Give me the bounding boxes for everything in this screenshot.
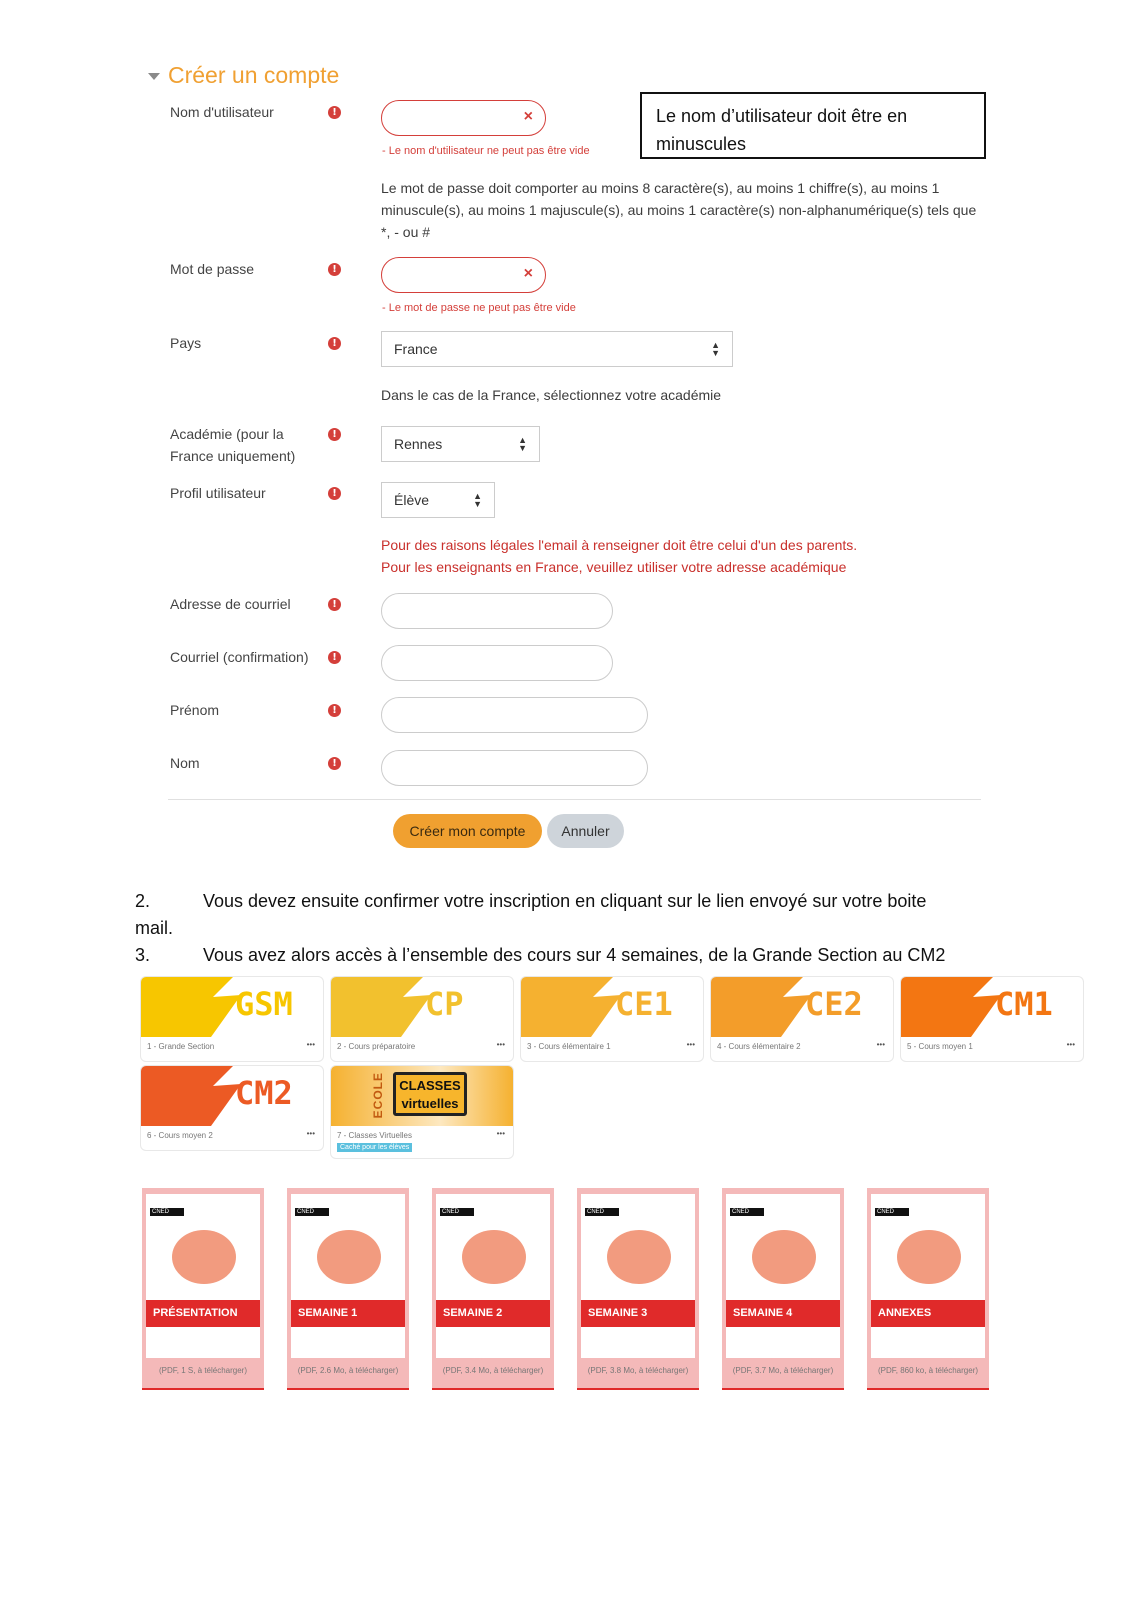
username-error: - Le nom d'utilisateur ne peut pas être vide xyxy=(382,145,590,157)
email-warning-2: Pour les enseignants en France, veuillez utiliser votre adresse académique xyxy=(381,559,847,575)
children-illustration xyxy=(607,1230,671,1284)
children-illustration xyxy=(897,1230,961,1284)
course-caption: 7 - Classes Virtuelles xyxy=(337,1131,412,1140)
course-banner xyxy=(141,977,323,1037)
document-underline xyxy=(142,1388,264,1390)
required-icon: ! xyxy=(328,651,341,664)
document-thumbnail[interactable] xyxy=(287,1188,409,1390)
required-icon: ! xyxy=(328,757,341,770)
course-caption: 1 - Grande Section xyxy=(147,1042,215,1051)
email-label: Adresse de courriel xyxy=(170,596,291,612)
password-policy: Le mot de passe doit comporter au moins 8 caractère(s), au moins 1 chiffre(s), au moins 1 minuscule(s), au moins 1 majuscule(s), au moins 1 caractère(s) non-alphanumérique(s) tels que *, - ou # xyxy=(381,180,977,240)
course-banner xyxy=(901,977,1083,1037)
required-icon: ! xyxy=(328,337,341,350)
course-code: CP xyxy=(425,985,464,1023)
more-options-icon[interactable]: ••• xyxy=(496,1129,505,1138)
course-school-label: ECOLE xyxy=(371,1072,385,1119)
more-options-icon[interactable]: ••• xyxy=(496,1040,505,1049)
course-code: CE2 xyxy=(805,985,863,1023)
document-caption: (PDF, 3.7 Mo, à télécharger) xyxy=(732,1366,834,1375)
course-code: CM1 xyxy=(995,985,1053,1023)
form-legend-label: Créer un compte xyxy=(168,62,340,88)
document-caption: (PDF, 860 ko, à télécharger) xyxy=(877,1366,979,1375)
profile-label: Profil utilisateur xyxy=(170,485,266,501)
required-icon: ! xyxy=(328,704,341,717)
document-underline xyxy=(432,1388,554,1390)
collapse-caret-icon xyxy=(148,73,160,80)
required-icon: ! xyxy=(328,106,341,119)
required-icon: ! xyxy=(328,487,341,500)
password-label: Mot de passe xyxy=(170,261,255,277)
cancel-button[interactable]: Annuler xyxy=(547,814,624,848)
step-2-text-cont: mail. xyxy=(135,918,174,938)
document-thumbnail[interactable] xyxy=(142,1188,264,1390)
form-divider xyxy=(168,799,981,800)
firstname-input[interactable] xyxy=(381,697,648,733)
course-banner-shape xyxy=(711,977,893,1037)
course-code: GSM xyxy=(235,985,293,1023)
document-underline xyxy=(867,1388,989,1390)
password-input[interactable] xyxy=(381,257,546,293)
more-options-icon[interactable]: ••• xyxy=(686,1040,695,1049)
lastname-input[interactable] xyxy=(381,750,648,786)
firstname-label: Prénom xyxy=(170,702,220,718)
document-thumbnail[interactable] xyxy=(432,1188,554,1390)
step-2-text: Vous devez ensuite confirmer votre inscription en cliquant sur le lien envoyé sur votre boite xyxy=(203,891,927,911)
course-caption: 3 - Cours élémentaire 1 xyxy=(527,1042,611,1051)
course-banner-shape xyxy=(901,977,1083,1037)
cned-logo: CNED xyxy=(585,1208,619,1216)
course-card[interactable] xyxy=(710,976,894,1062)
academy-value: Rennes xyxy=(394,436,443,452)
create-account-button[interactable]: Créer mon compte xyxy=(393,814,542,848)
document-page xyxy=(581,1194,695,1358)
course-caption: 6 - Cours moyen 2 xyxy=(147,1131,213,1140)
cned-logo: CNED xyxy=(875,1208,909,1216)
document-title: SEMAINE 4 xyxy=(726,1300,840,1327)
document-thumbnail[interactable] xyxy=(577,1188,699,1390)
email-confirm-label: Courriel (confirmation) xyxy=(170,649,309,665)
academy-select[interactable] xyxy=(381,426,540,462)
course-banner-shape xyxy=(141,977,323,1037)
course-banner xyxy=(521,977,703,1037)
document-caption: (PDF, 1 S, à télécharger) xyxy=(158,1366,248,1375)
email-confirm-input[interactable] xyxy=(381,645,613,681)
step-3-number: 3. xyxy=(135,945,151,965)
course-caption: 4 - Cours élémentaire 2 xyxy=(717,1042,801,1051)
document-page xyxy=(726,1194,840,1358)
more-options-icon[interactable]: ••• xyxy=(1066,1040,1075,1049)
hidden-badge: Caché pour les élèves xyxy=(337,1143,412,1152)
country-value: France xyxy=(394,341,438,357)
document-page xyxy=(436,1194,550,1358)
course-banner-shape xyxy=(331,977,513,1037)
email-warning-1: Pour des raisons légales l'email à renseigner doit être celui d'un des parents. xyxy=(381,537,858,553)
required-icon: ! xyxy=(328,263,341,276)
course-banner xyxy=(331,977,513,1037)
required-icon: ! xyxy=(328,428,341,441)
email-input[interactable] xyxy=(381,593,613,629)
profile-value: Élève xyxy=(394,492,430,508)
profile-select[interactable] xyxy=(381,482,495,518)
children-illustration xyxy=(752,1230,816,1284)
cned-logo: CNED xyxy=(730,1208,764,1216)
document-title: SEMAINE 1 xyxy=(291,1300,405,1327)
course-banner-shape xyxy=(521,977,703,1037)
children-illustration xyxy=(317,1230,381,1284)
academy-help: Dans le cas de la France, sélectionnez votre académie xyxy=(381,387,722,403)
clear-icon[interactable]: × xyxy=(523,108,533,125)
form-legend[interactable] xyxy=(148,62,339,89)
note-box: Le nom d’utilisateur doit être en minuscules xyxy=(640,92,986,159)
academy-label: Académie (pour la France uniquement) xyxy=(170,426,296,464)
lastname-label: Nom xyxy=(170,755,200,771)
select-arrows-icon: ▲ ▼ xyxy=(711,340,720,358)
password-error: - Le mot de passe ne peut pas être vide xyxy=(382,302,576,314)
username-label: Nom d'utilisateur xyxy=(170,104,274,120)
course-card[interactable] xyxy=(330,1065,514,1159)
course-caption: 5 - Cours moyen 1 xyxy=(907,1042,973,1051)
children-illustration xyxy=(462,1230,526,1284)
course-card[interactable] xyxy=(900,976,1084,1062)
select-arrows-icon: ▲ ▼ xyxy=(473,491,482,509)
document-caption: (PDF, 3.4 Mo, à télécharger) xyxy=(442,1366,544,1375)
document-caption: (PDF, 2.6 Mo, à télécharger) xyxy=(297,1366,399,1375)
cned-logo: CNED xyxy=(150,1208,184,1216)
course-card[interactable] xyxy=(330,976,514,1062)
document-title: SEMAINE 2 xyxy=(436,1300,550,1327)
country-select[interactable] xyxy=(381,331,733,367)
course-banner xyxy=(711,977,893,1037)
country-label: Pays xyxy=(170,335,202,351)
course-card[interactable] xyxy=(520,976,704,1062)
course-caption: 2 - Cours préparatoire xyxy=(337,1042,416,1051)
course-card[interactable] xyxy=(140,976,324,1062)
cned-logo: CNED xyxy=(295,1208,329,1216)
select-arrows-icon: ▲ ▼ xyxy=(518,435,527,453)
course-banner-shape xyxy=(141,1066,323,1126)
document-title: ANNEXES xyxy=(871,1300,985,1327)
course-code: CM2 xyxy=(235,1074,293,1112)
document-page xyxy=(871,1194,985,1358)
username-input[interactable] xyxy=(381,100,546,136)
children-illustration xyxy=(172,1230,236,1284)
cned-logo: CNED xyxy=(440,1208,474,1216)
more-options-icon[interactable]: ••• xyxy=(306,1129,315,1138)
document-thumbnail[interactable] xyxy=(722,1188,844,1390)
course-code: CLASSES virtuelles xyxy=(393,1072,467,1116)
required-icon: ! xyxy=(328,598,341,611)
clear-icon[interactable]: × xyxy=(523,265,533,282)
step-3-text: Vous avez alors accès à l’ensemble des cours sur 4 semaines, de la Grande Section au CM2 xyxy=(203,945,946,965)
document-title: PRÉSENTATION xyxy=(146,1300,260,1327)
document-underline xyxy=(287,1388,409,1390)
more-options-icon[interactable]: ••• xyxy=(306,1040,315,1049)
document-page xyxy=(146,1194,260,1358)
document-underline xyxy=(722,1388,844,1390)
document-title: SEMAINE 3 xyxy=(581,1300,695,1327)
document-page xyxy=(291,1194,405,1358)
document-underline xyxy=(577,1388,699,1390)
step-2-number: 2. xyxy=(135,891,151,911)
course-card[interactable] xyxy=(140,1065,324,1151)
course-code: CE1 xyxy=(615,985,673,1023)
course-banner xyxy=(331,1066,513,1126)
course-banner xyxy=(141,1066,323,1126)
more-options-icon[interactable]: ••• xyxy=(876,1040,885,1049)
document-thumbnail[interactable] xyxy=(867,1188,989,1390)
document-caption: (PDF, 3.8 Mo, à télécharger) xyxy=(587,1366,689,1375)
